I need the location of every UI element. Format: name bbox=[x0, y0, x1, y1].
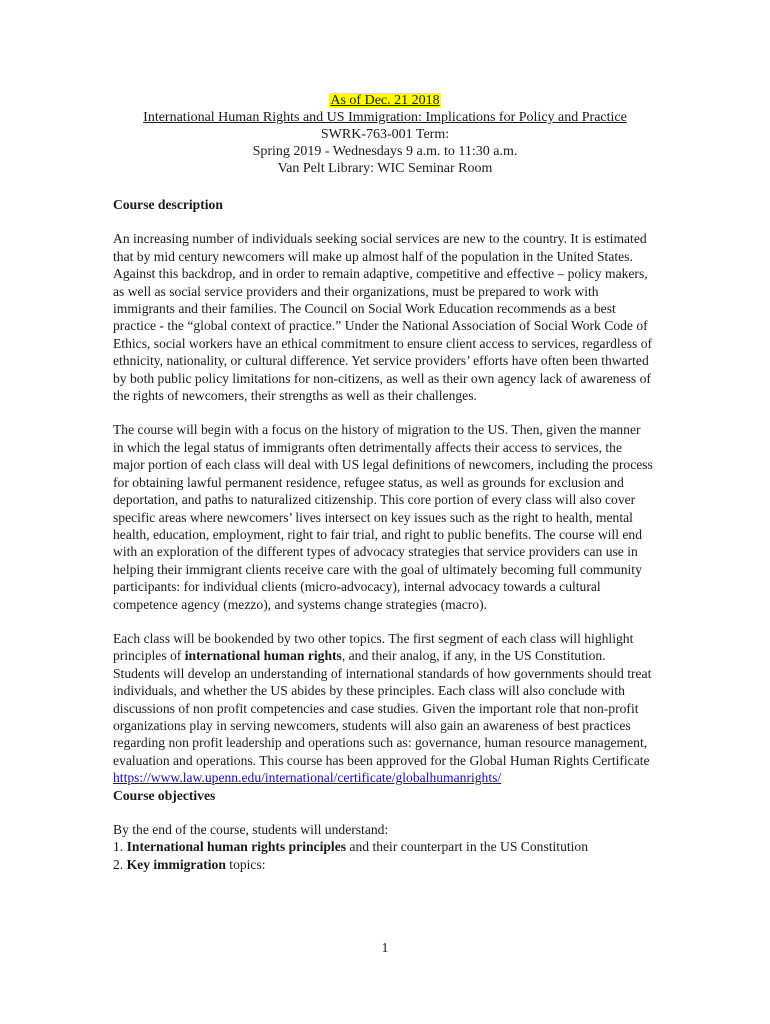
objectives-intro: By the end of the course, students will understand: bbox=[113, 822, 389, 837]
course-location: Van Pelt Library: WIC Seminar Room bbox=[277, 161, 493, 176]
course-code: SWRK-763-001 Term: bbox=[320, 127, 450, 142]
description-paragraph-1: An increasing number of individuals seeking social services are new to the country. It is estimated that by mid century newcomers will make up almost half of the population in the United States. Against this backdrop, and in order to remain adaptive, competitive and effective – policy makers, as well as social service providers and their organizations, must be prepared to work with immigrants and their families. The Council on Social Work Education recommends as a best practice - the “global context of practice.” Under the National Association of Social Work Code of Ethics, social workers have an ethical commitment to ensure client access to services, regardless of ethnicity, nationality, or cultural difference. Yet service providers’ efforts have often been thwarted by both public policy limitations for non-citizens, as well as their own agency lack of awareness of the rights of newcomers, their strengths as well as their challenges. bbox=[113, 231, 653, 404]
course-objectives-heading: Course objectives bbox=[113, 787, 216, 803]
page-number: 1 bbox=[381, 941, 389, 956]
course-title: International Human Rights and US Immigration: Implications for Policy and Practice bbox=[143, 110, 627, 125]
certificate-link[interactable]: https://www.law.upenn.edu/international/certificate/globalhumanrights/ bbox=[113, 770, 502, 786]
description-paragraph-3: Each class will be bookended by two other topics. The first segment of each class will highlight principles of international human rights, and their analog, if any, in the US Constitution. Students will develop an understanding of international standards of how governments should treat individuals, and whether the US abides by these principles. Each class will also conclude with discussions of non profit competencies and case studies. Given the important role that non-profit organizations play in serving newcomers, students will also gain an awareness of best practices regarding non profit leadership and operations such as: governance, human resource management, evaluation and operations. This course has been approved for the Global Human Rights Certificate bbox=[113, 630, 652, 768]
course-description-heading: Course description bbox=[113, 197, 223, 212]
course-schedule: Spring 2019 - Wednesdays 9 a.m. to 11:30 a.m. bbox=[252, 144, 518, 159]
emphasis-international-human-rights: international human rights bbox=[184, 648, 342, 664]
objective-item-1: 1. International human rights principles and their counterpart in the US Constitution bbox=[113, 839, 589, 855]
objective-item-2: 2. Key immigration topics: bbox=[113, 856, 266, 872]
description-paragraph-2: The course will begin with a focus on the history of migration to the US. Then, given the manner in which the legal status of immigrants often detrimentally affects their access to services, the major portion of each class will deal with US legal definitions of newcomers, including the process for obtaining lawful permanent residence, refugee status, as well as grounds for exclusion and deportation, and paths to naturalized citizenship. This core portion of every class will also cover specific areas where newcomers’ lives intersect on key issues such as the right to health, mental health, education, employment, right to fair trial, and right to public benefits. The course will end with an exploration of the different types of advocacy strategies that service providers can use in helping their immigrant clients receive care with the goal of ultimately becoming full community participants: for individual clients (micro-advocacy), internal advocacy towards a cultural competence agency (mezzo), and systems change strategies (macro). bbox=[113, 422, 653, 612]
revision-date: As of Dec. 21 2018 bbox=[330, 93, 440, 108]
document-header bbox=[0, 92, 770, 177]
document-body bbox=[113, 196, 653, 873]
